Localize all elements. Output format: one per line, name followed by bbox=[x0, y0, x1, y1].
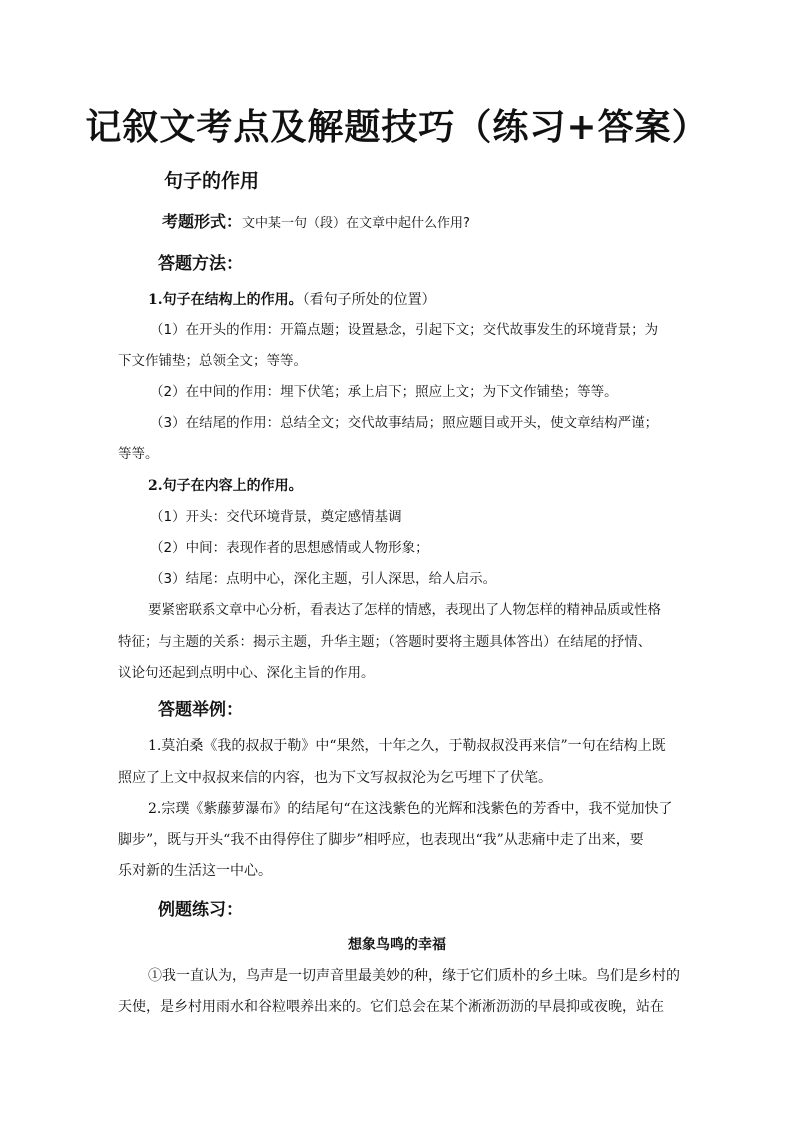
structure-item-3-line-1: （3）在结尾的作用：总结全文；交代故事结局；照应题目或开头，使文章结构严谨； bbox=[150, 415, 659, 431]
example-1-line-2: 照应了上文中叔叔来信的内容，也为下文写叔叔沦为乞丐埋下了伏笔。 bbox=[118, 770, 552, 786]
practice-heading: 例题练习： bbox=[158, 900, 243, 920]
question-form-line bbox=[162, 212, 470, 234]
question-form-label: 考题形式： bbox=[162, 212, 243, 231]
article-paragraph-1-line-1: ①我一直认为，鸟声是一切声音里最美妙的种，缘于它们质朴的乡土味。鸟们是乡村的 bbox=[148, 968, 680, 984]
example-2-line-3: 乐对新的生活这一中心。 bbox=[118, 863, 272, 879]
example-2-line-1: 2.宗璞《紫藤萝瀑布》的结尾句“在这浅紫色的光辉和浅紫色的芳香中，我不觉加快了 bbox=[148, 801, 673, 817]
content-item-3: （3）结尾：点明中心，深化主题，引人深思，给人启示。 bbox=[150, 571, 497, 587]
question-form-text: 文中某一句（段）在文章中起什么作用? bbox=[242, 216, 470, 231]
example-1-line-1: 1.莫泊桑《我的叔叔于勒》中“果然，十年之久，于勒叔叔没再来信”一句在结构上既 bbox=[148, 738, 666, 754]
content-heading: 2.句子在内容上的作用。 bbox=[148, 478, 303, 494]
examples-heading: 答题举例： bbox=[158, 700, 243, 720]
page-title: 记叙文考点及解题技巧（练习+答案） bbox=[85, 106, 709, 148]
structure-item-3-line-2: 等等。 bbox=[118, 446, 159, 462]
structure-heading-line bbox=[148, 290, 436, 310]
content-paragraph-line-3: 议论句还起到点明中心、深化主旨的作用。 bbox=[118, 665, 375, 681]
content-item-2: （2）中间：表现作者的思想感情或人物形象； bbox=[150, 540, 429, 556]
example-2-line-2: 脚步”，既与开头“我不由得停住了脚步”相呼应，也表现出“我”从悲痛中走了出来，要 bbox=[118, 832, 644, 848]
article-paragraph-1-line-2: 天使，是乡村用雨水和谷粒喂养出来的。它们总会在某个淅淅沥沥的早晨抑或夜晚，站在 bbox=[118, 999, 664, 1015]
article-title: 想象鸟鸣的幸福 bbox=[348, 937, 446, 953]
structure-item-2: （2）在中间的作用：埋下伏笔；承上启下；照应上文；为下文作铺垫；等等。 bbox=[150, 384, 618, 400]
structure-item-1-line-1: （1）在开头的作用：开篇点题；设置悬念，引起下文；交代故事发生的环境背景；为 bbox=[150, 322, 659, 338]
structure-heading: 1.句子在结构上的作用。 bbox=[148, 292, 303, 308]
method-heading: 答题方法： bbox=[158, 254, 243, 274]
content-paragraph-line-2: 特征；与主题的关系：揭示主题，升华主题；（答题时要将主题具体答出）在结尾的抒情、 bbox=[118, 634, 652, 650]
section-heading: 句子的作用 bbox=[164, 170, 260, 192]
structure-note: （看句子所处的位置） bbox=[302, 292, 436, 308]
content-item-1: （1）开头：交代环境背景，奠定感情基调 bbox=[150, 509, 402, 525]
content-paragraph-line-1: 要紧密联系文章中心分析，看表达了怎样的情感，表现出了人物怎样的精神品质或性格 bbox=[148, 602, 661, 618]
structure-item-1-line-2: 下文作铺垫；总领全文；等等。 bbox=[118, 353, 307, 369]
